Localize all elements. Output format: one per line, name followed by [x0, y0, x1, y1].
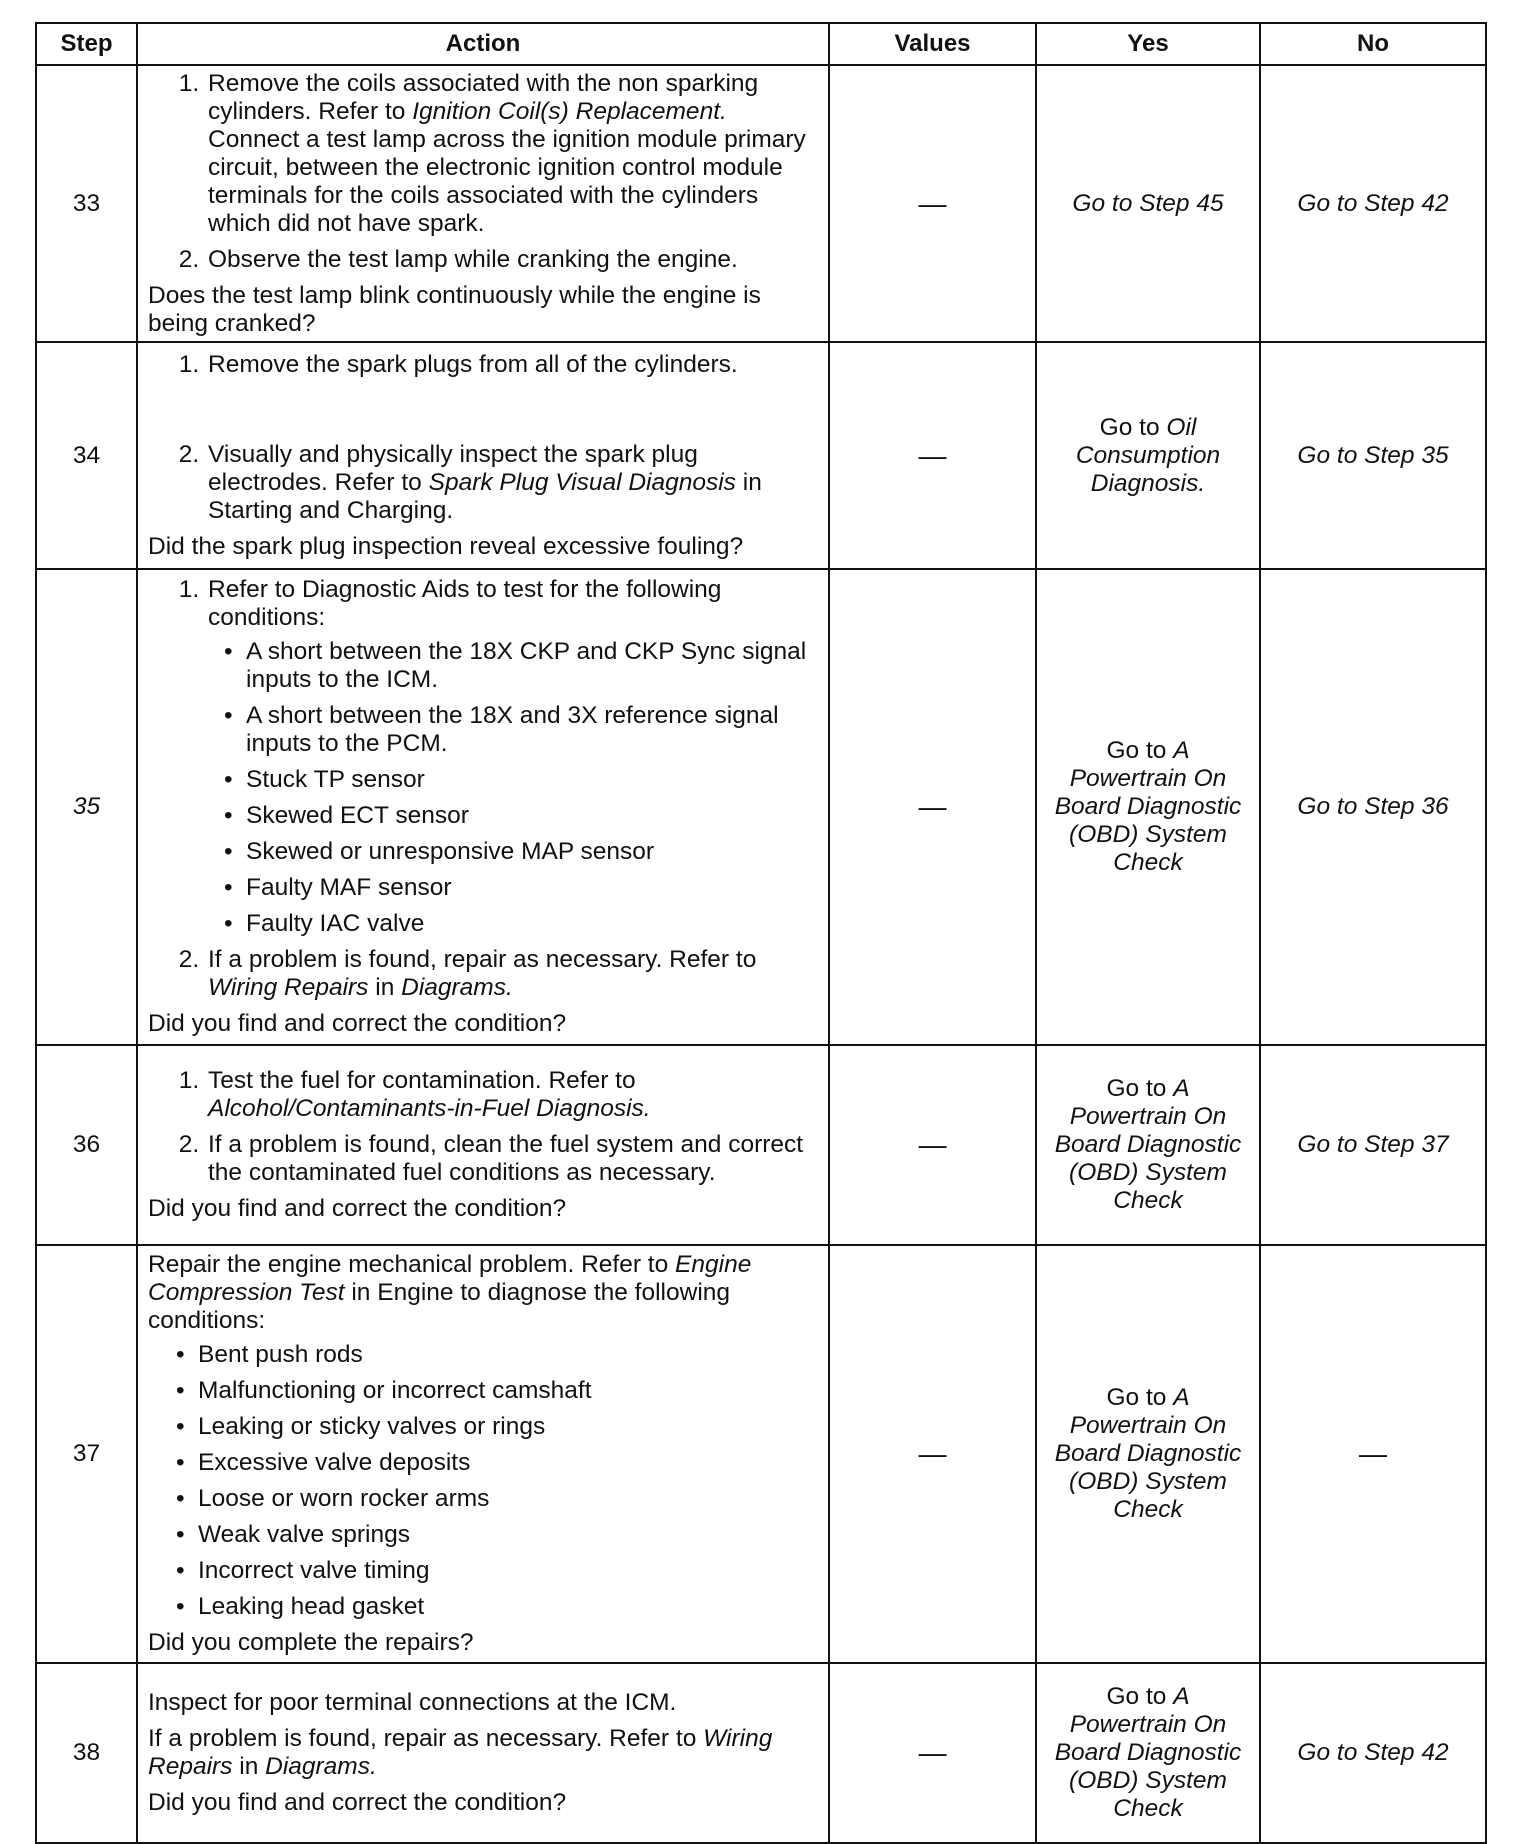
- reference-link[interactable]: Diagrams.: [265, 1753, 377, 1780]
- yes-cell[interactable]: [1036, 65, 1260, 342]
- table-row-36: [36, 1045, 1486, 1245]
- action-step: 2. Observe the test lamp while cranking the engine.: [206, 246, 818, 274]
- action-cell: [137, 1245, 829, 1663]
- list-item: • Skewed ECT sensor: [246, 802, 818, 830]
- table-row-37: [36, 1245, 1486, 1663]
- no-link[interactable]: Go to Step 37: [1297, 1131, 1449, 1158]
- list-item: • Faulty MAF sensor: [246, 874, 818, 902]
- question-text: Did you find and correct the condition?: [148, 1789, 567, 1816]
- yes-link[interactable]: A Powertrain On Board Diagnostic (OBD) System Check: [1054, 1683, 1242, 1822]
- no-cell[interactable]: [1260, 65, 1486, 342]
- question-text: Did you find and correct the condition?: [148, 1010, 567, 1037]
- no-link[interactable]: Go to Step 42: [1297, 1739, 1449, 1766]
- header-step: Step: [36, 23, 137, 65]
- step-number: 35: [36, 569, 137, 1045]
- yes-link[interactable]: A Powertrain On Board Diagnostic (OBD) System Check: [1054, 1384, 1242, 1523]
- action-cell: [137, 342, 829, 569]
- table-row-35: [36, 569, 1486, 1045]
- values-cell: —: [829, 1663, 1036, 1843]
- table-row-38: [36, 1663, 1486, 1843]
- yes-link[interactable]: A Powertrain On Board Diagnostic (OBD) System Check: [1054, 1075, 1242, 1214]
- intro-text: Repair the engine mechanical problem. Refer to Engine Compression Test in Engine to diagnose the following conditions:: [148, 1251, 752, 1334]
- question-text: Did you find and correct the condition?: [148, 1195, 567, 1222]
- action-step: 1. Test the fuel for contamination. Refer to Alcohol/Contaminants-in-Fuel Diagnosis.: [206, 1067, 818, 1123]
- list-item: • Weak valve springs: [198, 1521, 818, 1549]
- no-cell[interactable]: [1260, 569, 1486, 1045]
- list-item: • Loose or worn rocker arms: [198, 1485, 818, 1513]
- question-text: Did you complete the repairs?: [148, 1629, 474, 1656]
- yes-cell[interactable]: Go to A Powertrain On Board Diagnostic (OBD) System Check: [1036, 1245, 1260, 1663]
- diagnostic-table: [35, 22, 1487, 1844]
- action-cell: [137, 65, 829, 342]
- action-steps: [148, 351, 818, 525]
- list-item: • Incorrect valve timing: [198, 1557, 818, 1585]
- list-item: • Leaking or sticky valves or rings: [198, 1413, 818, 1441]
- yes-cell[interactable]: Go to A Powertrain On Board Diagnostic (OBD) System Check: [1036, 569, 1260, 1045]
- header-action: Action: [137, 23, 829, 65]
- reference-link[interactable]: Ignition Coil(s) Replacement.: [412, 97, 727, 125]
- no-cell[interactable]: [1260, 342, 1486, 569]
- no-link[interactable]: Go to Step 36: [1297, 793, 1449, 820]
- header-yes: Yes: [1036, 23, 1260, 65]
- reference-link[interactable]: Wiring Repairs: [148, 1725, 773, 1780]
- yes-link[interactable]: Go to Step 45: [1072, 189, 1224, 217]
- step-number: 38: [36, 1663, 137, 1843]
- values-cell: —: [829, 1045, 1036, 1245]
- step-number: 36: [36, 1045, 137, 1245]
- no-cell[interactable]: [1260, 1045, 1486, 1245]
- list-item: • Leaking head gasket: [198, 1593, 818, 1621]
- action-cell: [137, 1663, 829, 1843]
- step-number: 37: [36, 1245, 137, 1663]
- header-row: [36, 23, 1486, 65]
- question-text: Did the spark plug inspection reveal excessive fouling?: [148, 532, 744, 560]
- action-paragraph: Inspect for poor terminal connections at the ICM.: [148, 1689, 677, 1716]
- no-link[interactable]: Go to Step 35: [1297, 441, 1449, 469]
- list-item: • Faulty IAC valve: [246, 910, 818, 938]
- action-paragraph: If a problem is found, repair as necessary. Refer to Wiring Repairs in Diagrams.: [148, 1725, 773, 1780]
- step-number: 34: [36, 342, 137, 569]
- action-cell: [137, 569, 829, 1045]
- step-number: 33: [36, 65, 137, 342]
- reference-link[interactable]: Engine Compression Test: [148, 1251, 752, 1306]
- action-steps: [148, 1067, 818, 1187]
- no-cell: —: [1260, 1245, 1486, 1663]
- values-cell: —: [829, 569, 1036, 1045]
- table-row-34: [36, 342, 1486, 569]
- action-steps: [148, 576, 818, 1002]
- list-item: • Excessive valve deposits: [198, 1449, 818, 1477]
- values-cell: —: [829, 342, 1036, 569]
- list-item: • Malfunctioning or incorrect camshaft: [198, 1377, 818, 1405]
- action-step: 1. Refer to Diagnostic Aids to test for the following conditions: • A short between the 18X CKP and CKP Sync signal inputs to the ICM. • A short between the 18X and 3X reference signal inputs to the PCM. • Stuck TP sensor • Skewed ECT sensor • Skewed or unresponsive MAP sensor • Faulty MAF sensor • Faulty IAC valve: [206, 576, 818, 938]
- list-item: • Bent push rods: [198, 1341, 818, 1369]
- action-step: 2. If a problem is found, clean the fuel system and correct the contaminated fuel conditions as necessary.: [206, 1131, 818, 1187]
- yes-cell[interactable]: Go to A Powertrain On Board Diagnostic (OBD) System Check: [1036, 1663, 1260, 1843]
- list-item: • A short between the 18X and 3X reference signal inputs to the PCM.: [246, 702, 818, 758]
- table-row-33: [36, 65, 1486, 342]
- list-item: • Skewed or unresponsive MAP sensor: [246, 838, 818, 866]
- no-link[interactable]: Go to Step 42: [1297, 189, 1449, 217]
- list-item: • Stuck TP sensor: [246, 766, 818, 794]
- yes-link[interactable]: A Powertrain On Board Diagnostic (OBD) System Check: [1054, 737, 1242, 876]
- action-cell: [137, 1045, 829, 1245]
- values-cell: —: [829, 1245, 1036, 1663]
- action-step: 2. Visually and physically inspect the spark plug electrodes. Refer to Spark Plug Visual Diagnosis in Starting and Charging.: [206, 441, 818, 525]
- reference-link[interactable]: Spark Plug Visual Diagnosis: [428, 468, 736, 496]
- reference-link[interactable]: Wiring Repairs: [208, 974, 369, 1001]
- header-values: Values: [829, 23, 1036, 65]
- action-step: 1. Remove the spark plugs from all of the cylinders.: [206, 351, 818, 379]
- action-step: 2. If a problem is found, repair as necessary. Refer to Wiring Repairs in Diagrams.: [206, 946, 818, 1002]
- no-cell[interactable]: [1260, 1663, 1486, 1843]
- yes-cell[interactable]: Go to A Powertrain On Board Diagnostic (OBD) System Check: [1036, 1045, 1260, 1245]
- action-steps: [148, 70, 818, 274]
- list-item: • A short between the 18X CKP and CKP Sync signal inputs to the ICM.: [246, 638, 818, 694]
- header-no: No: [1260, 23, 1486, 65]
- condition-list: [148, 1341, 818, 1621]
- condition-list: [208, 638, 818, 938]
- yes-cell[interactable]: Go to Oil Consumption Diagnosis.: [1036, 342, 1260, 569]
- yes-link[interactable]: Oil Consumption Diagnosis.: [1075, 413, 1221, 497]
- values-cell: —: [829, 65, 1036, 342]
- action-step: 1. Remove the coils associated with the non sparking cylinders. Refer to Ignition Coil(s) Replacement. Connect a test lamp across the ignition module primary circuit, between the electronic ignition control module terminals for the coils associated with the cylinders which did not have spark.: [206, 70, 818, 238]
- reference-link[interactable]: Alcohol/Contaminants-in-Fuel Diagnosis.: [208, 1095, 651, 1122]
- reference-link[interactable]: Diagrams.: [401, 974, 513, 1001]
- question-text: Does the test lamp blink continuously while the engine is being cranked?: [148, 281, 761, 337]
